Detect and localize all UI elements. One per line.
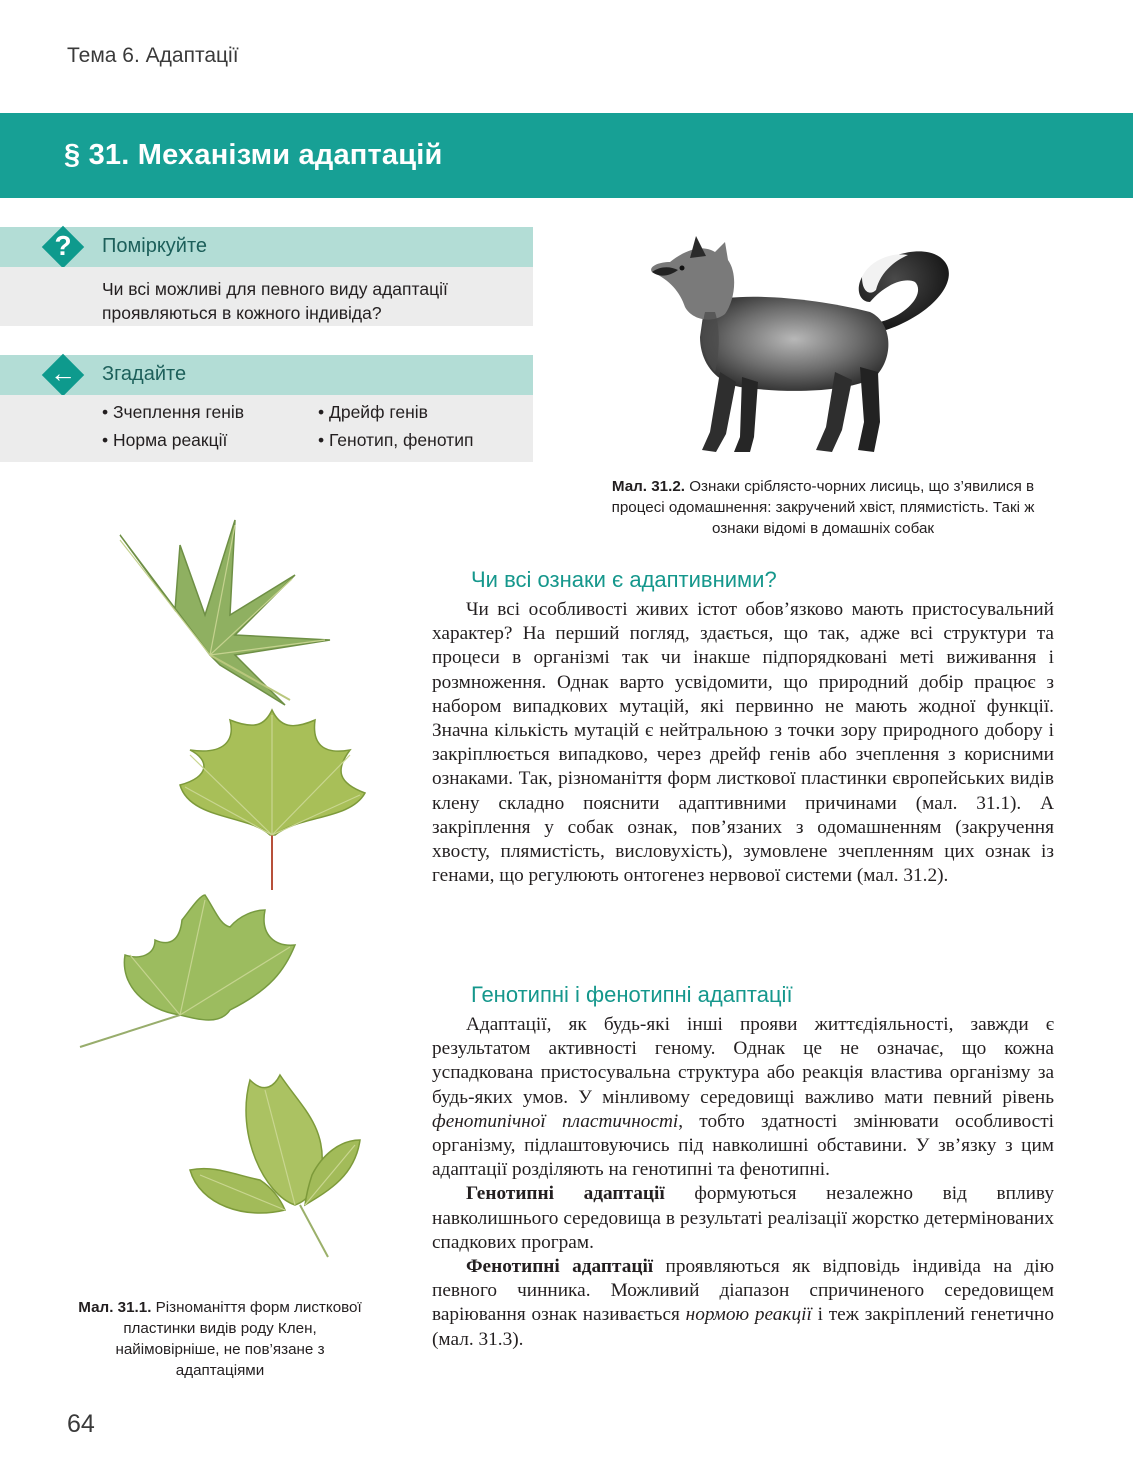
recall-item-genetic-drift: • Дрейф генів (318, 402, 428, 422)
section-1-paragraph: Чи всі особливості живих істот обов’язково мають пристосувальний характер? На перший погляд, здається, що так, адже всі структури та процеси в організмі так чи інакше підпорядковані меті виживання і розмноження. Однак варто усвідомити, що природний добір працює з набором випадкових мутацій, які первинно не мають жодної функції. Значна кількість мутацій є нейтральною з точки зору природного добору і закріплюється випадково, через дрейф генів або зчеплення з корисними ознаками. Так, різноманіття форм листкової пластинки європейських видів клену складно пояснити адаптивними причинами (мал. 31.1). А закріплення у собак ознак, пов’язаних з одомашненням (закручення хвосту, плямистість, висловухість), зумовлене зчепленням цих ознак із генами, що регулюють онтогенез нервової системи (мал. 31.2). (432, 599, 1054, 887)
recall-box-header (0, 355, 533, 395)
p3-text-a: проявляються як відповідь індивіда на дію певного чинника. Можливий діапазон спричиненого середовищем варіювання ознак називається (432, 1256, 1054, 1326)
think-box-question: Чи всі можливі для певного виду адаптації проявляються в кожного індивіда? (102, 279, 448, 323)
norway-maple-leaf (180, 710, 365, 890)
p3-text-b: і теж закріплений генетично (мал. 31.3). (432, 1304, 1054, 1350)
maple-leaves-illustration (60, 515, 390, 1295)
figure-31-2-caption (588, 476, 1058, 539)
recall-item-genotype-phenotype: • Генотип, фенотип (318, 430, 474, 450)
section-2-paragraph-1 (432, 1013, 1054, 1182)
figure-31-2-label: Мал. 31.2. (611, 478, 686, 495)
boxelder-maple-leaf (190, 1075, 360, 1257)
p2-text: формуються незалежно від впливу навколишнього середовища в результаті реалізації жорстко детермінованих спадкових програм. (432, 1183, 1054, 1253)
figure-31-2-text: Ознаки сріблясто-чорних лисиць, що з’явилися в процесі одомашнення: закручений хвіст, плямистість. Такі ж ознаки відомі в домашніх собак (611, 478, 1035, 537)
think-box-label: Поміркуйте (102, 235, 208, 257)
p3-term-phenotypic: Фенотипні адаптації (466, 1256, 654, 1278)
recall-box-label: Згадайте (102, 363, 187, 385)
think-box (0, 227, 533, 326)
section-2-paragraph-2 (432, 1182, 1054, 1255)
arrow-left-icon: ← (50, 358, 76, 388)
figure-31-1-label: Мал. 31.1. (78, 1299, 152, 1316)
recall-item-reaction-norm: • Норма реакції (102, 430, 228, 450)
running-head: Тема 6. Адаптації (67, 44, 239, 67)
section-2-paragraph-3 (432, 1255, 1054, 1352)
p1-term-plasticity: фенотипічної пластичності (432, 1110, 679, 1132)
sycamore-maple-leaf (80, 895, 295, 1047)
figure-31-1-text: Різноманіття форм листкової пластинки видів роду Клен, найімовірніше, не пов’язане з адаптаціями (115, 1299, 362, 1379)
section-2-body (432, 1013, 1054, 1352)
recall-item-gene-linkage: • Зчеплення генів (102, 402, 245, 422)
section-heading-adaptive-traits: Чи всі ознаки є адаптивними? (471, 567, 777, 592)
recall-box (0, 355, 533, 462)
p1-text-b: , тобто здатності змінювати особливості організму, підлаштовуючись під навколишні обставини. У зв’язку з цим адаптації розділяють на генотипні та фенотипні. (432, 1110, 1054, 1181)
page-number: 64 (67, 1410, 95, 1438)
section-heading-genotypic-phenotypic: Генотипні і фенотипні адаптації (471, 982, 793, 1007)
silver-maple-leaf (120, 520, 330, 705)
think-box-body (0, 267, 533, 326)
section-1-body (432, 598, 1054, 888)
silver-fox-illustration (630, 222, 970, 462)
page-title: § 31. Механізми адаптацій (64, 139, 443, 171)
p1-text-a: Адаптації, як будь-які інші прояви життєдіяльності, завжди є результатом активності геному. Однак це не означає, що кожна успадкована пристосувальна структура або реакція властива організму за будь-яких умов. У мінливому середовищі важливо мати певний рівень (432, 1014, 1054, 1108)
p3-term-reaction-norm: нормою реакції (685, 1304, 812, 1326)
recall-box-body (0, 395, 533, 462)
figure-31-1-caption (70, 1297, 370, 1381)
question-mark-icon: ? (54, 230, 72, 261)
think-box-header (0, 227, 533, 267)
title-band (0, 113, 1133, 198)
p2-term-genotypic: Генотипні адаптації (466, 1183, 665, 1205)
